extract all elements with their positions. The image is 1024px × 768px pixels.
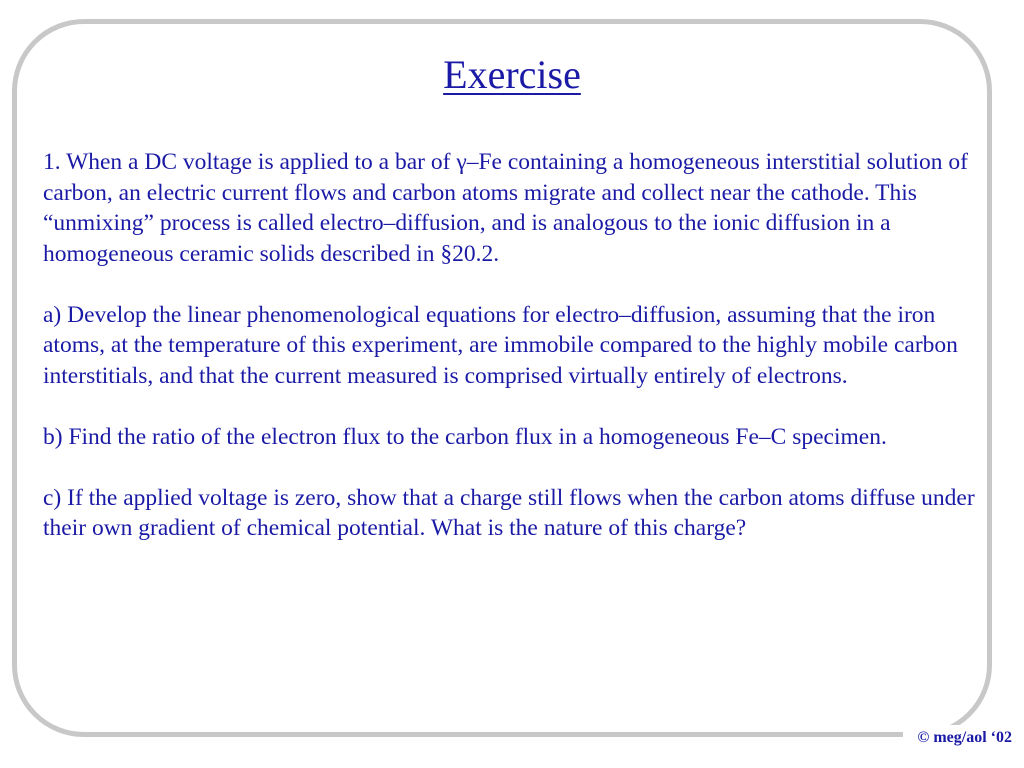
question-c: c) If the applied voltage is zero, show that a charge still flows when the carbon atoms diffuse under their own gradient of chemical potential. What is the nature of this charge? <box>43 484 975 541</box>
slide-title: Exercise <box>443 52 581 97</box>
slide-body <box>43 147 988 574</box>
question-b: b) Find the ratio of the electron flux to the carbon flux in a homogeneous Fe–C specimen. <box>43 423 887 450</box>
copyright-footer: © meg/aol ‘02 <box>903 725 1024 752</box>
question-a: a) Develop the linear phenomenological equations for electro–diffusion, assuming that the iron atoms, at the temperature of this experiment, are immobile compared to the highly mobile carbon interstitials, and that the current measured is comprised virtually entirely of electrons. <box>43 301 958 389</box>
problem-statement: 1. When a DC voltage is applied to a bar of γ–Fe containing a homogeneous interstitial solution of carbon, an electric current flows and carbon atoms migrate and collect near the cathode. This “unmixing” process is called electro–diffusion, and is analogous to the ionic diffusion in a homogeneous ceramic solids described in §20.2. <box>43 149 968 267</box>
